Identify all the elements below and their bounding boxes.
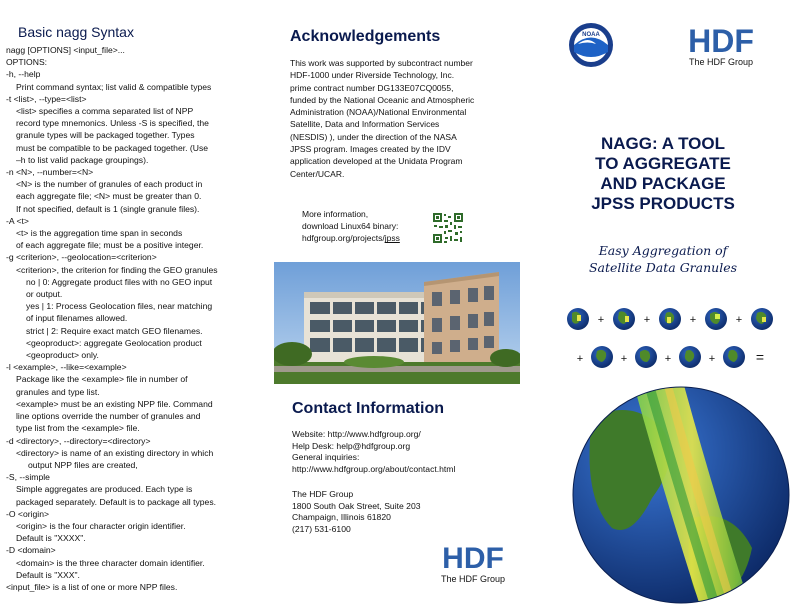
svg-text:+: + (708, 353, 716, 365)
title-line: NAGG: A TOOL (600, 134, 726, 153)
syntax-line: type list from the <example> file. (16, 423, 140, 434)
syntax-text (6, 44, 260, 593)
syntax-line: record type mnemonics. Unless -S is specified, the (16, 118, 209, 129)
granule-globes-diagram (566, 303, 778, 369)
contact-heading: Contact Information (292, 400, 444, 417)
ack-line: funded by the National Oceanic and Atmospheric (290, 94, 475, 105)
ack-line: prime contract number DG133E07CQ0055, (290, 82, 454, 93)
syntax-line: -A <t> (6, 215, 29, 226)
syntax-line: <geoproduct>: aggregate Geolocation product (26, 337, 202, 348)
hdf-mark: HDF (442, 542, 504, 575)
syntax-line: <input_file> is a list of one or more NPP files. (6, 581, 178, 592)
syntax-line: -D <domain> (6, 545, 56, 556)
subtitle-line: Easy Aggregation of (598, 243, 728, 258)
more-information (302, 208, 400, 245)
syntax-line: nagg [OPTIONS] <input_file>... (6, 45, 125, 55)
syntax-line: or output. (26, 289, 63, 300)
noaa-label: NOAA (582, 32, 600, 38)
brochure-subtitle (558, 242, 768, 276)
syntax-line: <list> specifies a comma separated list of NPP (16, 106, 194, 117)
hdf-group-logo-icon (682, 20, 760, 70)
org-name: The HDF Group (292, 489, 354, 499)
syntax-line: no | 0: Aggregate product files with no GEO input (26, 276, 213, 287)
info-column (264, 0, 528, 612)
title-line: AND PACKAGE (600, 174, 726, 193)
syntax-line: -S, --simple (6, 472, 50, 483)
hdf-mark: HDF (688, 23, 754, 59)
syntax-line: Print command syntax; list valid & compatible types (16, 81, 212, 92)
ack-line: Satellite, Data and Information Services (290, 119, 440, 130)
city-address: Champaign, Illinois 61820 (292, 512, 391, 523)
acknowledgements-heading: Acknowledgements (290, 28, 441, 45)
syntax-line: each aggregate file; <N> must be greater than 0. (16, 191, 202, 202)
syntax-line: Default is "XXX". (16, 569, 80, 580)
syntax-line: -l <example>, --like=<example> (6, 362, 127, 373)
cover-column (528, 0, 792, 612)
syntax-line: If not specified, default is 1 (single granule files). (16, 203, 200, 214)
building-photo-icon (274, 262, 520, 384)
syntax-line: <example> must be an existing NPP file. Command (16, 398, 213, 409)
subtitle-line: Satellite Data Granules (588, 260, 738, 275)
syntax-line: –h to list valid package groupings). (16, 154, 149, 165)
syntax-line: -n <N>, --number=<N> (6, 167, 94, 178)
address-block (292, 489, 421, 535)
phone-number: (217) 531-6100 (292, 523, 351, 534)
title-line: JPSS PRODUCTS (591, 194, 735, 213)
svg-text:+: + (689, 314, 697, 326)
ack-line: application developed at the Unidata Program (290, 156, 463, 167)
noaa-logo-icon (568, 22, 614, 68)
svg-text:+: + (664, 353, 672, 365)
syntax-line: of input filenames allowed. (26, 313, 128, 324)
more-info-line: download Linux64 binary: (302, 221, 399, 232)
svg-text:+: + (620, 353, 628, 365)
more-info-line: More information, (302, 209, 369, 219)
contact-info (292, 429, 455, 475)
syntax-line: line options override the number of granules and (16, 411, 201, 422)
syntax-line: Default is "XXXX". (16, 533, 86, 544)
syntax-line: -g <criterion>, --geolocation=<criterion> (6, 252, 157, 263)
syntax-line: Simple aggregates are produced. Each type is (16, 484, 193, 495)
syntax-line: <domain> is the three character domain identifier. (16, 557, 205, 568)
acknowledgements-text (290, 57, 526, 180)
syntax-line: -t <list>, --type=<list> (6, 93, 87, 104)
syntax-line: OPTIONS: (6, 57, 48, 68)
ack-line: This work was supported by subcontract number (290, 58, 473, 68)
ack-line: Administration (NOAA)/National Environmental (290, 107, 467, 118)
syntax-line: Package like the <example> file in number of (16, 374, 188, 385)
syntax-line: strict | 2: Require exact match GEO filenames. (26, 325, 203, 336)
hdf-caption: The HDF Group (688, 57, 754, 67)
title-line: TO AGGREGATE (595, 154, 731, 173)
syntax-line: <t> is the aggregation time span in seconds (16, 228, 183, 239)
syntax-column (0, 0, 262, 612)
helpdesk-email[interactable]: Help Desk: help@hdfgroup.org (292, 440, 411, 451)
syntax-heading: Basic nagg Syntax (18, 24, 134, 40)
jpss-link[interactable]: jpss (384, 233, 400, 244)
syntax-line: must be compatible to be packaged together. (Use (16, 142, 209, 153)
syntax-line: yes | 1: Process Geolocation files, near matching (26, 301, 213, 312)
globe-row-2 (577, 346, 764, 368)
brochure-title (558, 134, 768, 214)
hdf-group-logo-icon (432, 540, 514, 586)
syntax-line: <geoproduct> only. (26, 350, 99, 361)
ack-line: Center/UCAR. (290, 168, 345, 179)
ack-line: JPSS program. Images created by the IDV (290, 144, 451, 155)
syntax-line: granules and type list. (16, 386, 100, 397)
syntax-line: packaged separately. Default is to package all types. (16, 496, 217, 507)
syntax-line: <criterion>, the criterion for finding the GEO granules (16, 264, 218, 275)
aggregated-globe-icon (572, 378, 790, 612)
svg-text:+: + (735, 314, 743, 326)
general-inquiries-label: General inquiries: (292, 452, 360, 463)
syntax-line: granule types will be packaged together. Types (16, 130, 195, 141)
globe-row-1 (567, 308, 773, 330)
svg-text:+: + (576, 353, 584, 365)
syntax-line: -d <directory>, --directory=<directory> (6, 435, 151, 446)
hdf-caption: The HDF Group (440, 574, 506, 584)
syntax-line: <N> is the number of granules of each product in (16, 179, 203, 190)
street-address: 1800 South Oak Street, Suite 203 (292, 500, 421, 511)
download-link[interactable]: hdfgroup.org/projects/jpss (302, 233, 400, 244)
syntax-line: output NPP files are created, (28, 459, 138, 470)
ack-line: HDF-1000 under Riverside Technology, Inc. (290, 70, 455, 81)
svg-text:+: + (643, 314, 651, 326)
ack-line: (NESDIS) ), under the direction of the NASA (290, 131, 457, 142)
syntax-line: -O <origin> (6, 508, 49, 519)
syntax-line: <origin> is the four character origin identifier. (16, 520, 186, 531)
syntax-line: -h, --help (6, 69, 41, 80)
qr-code-icon (432, 212, 464, 244)
svg-text:=: = (755, 349, 765, 365)
website-link[interactable]: Website: http://www.hdfgroup.org/ (292, 429, 421, 439)
contact-url-link[interactable]: http://www.hdfgroup.org/about/contact.html (292, 463, 456, 474)
syntax-line: <directory> is name of an existing directory in which (16, 447, 214, 458)
svg-text:+: + (597, 314, 605, 326)
syntax-line: of each aggregate file; must be a positive integer. (16, 240, 204, 251)
